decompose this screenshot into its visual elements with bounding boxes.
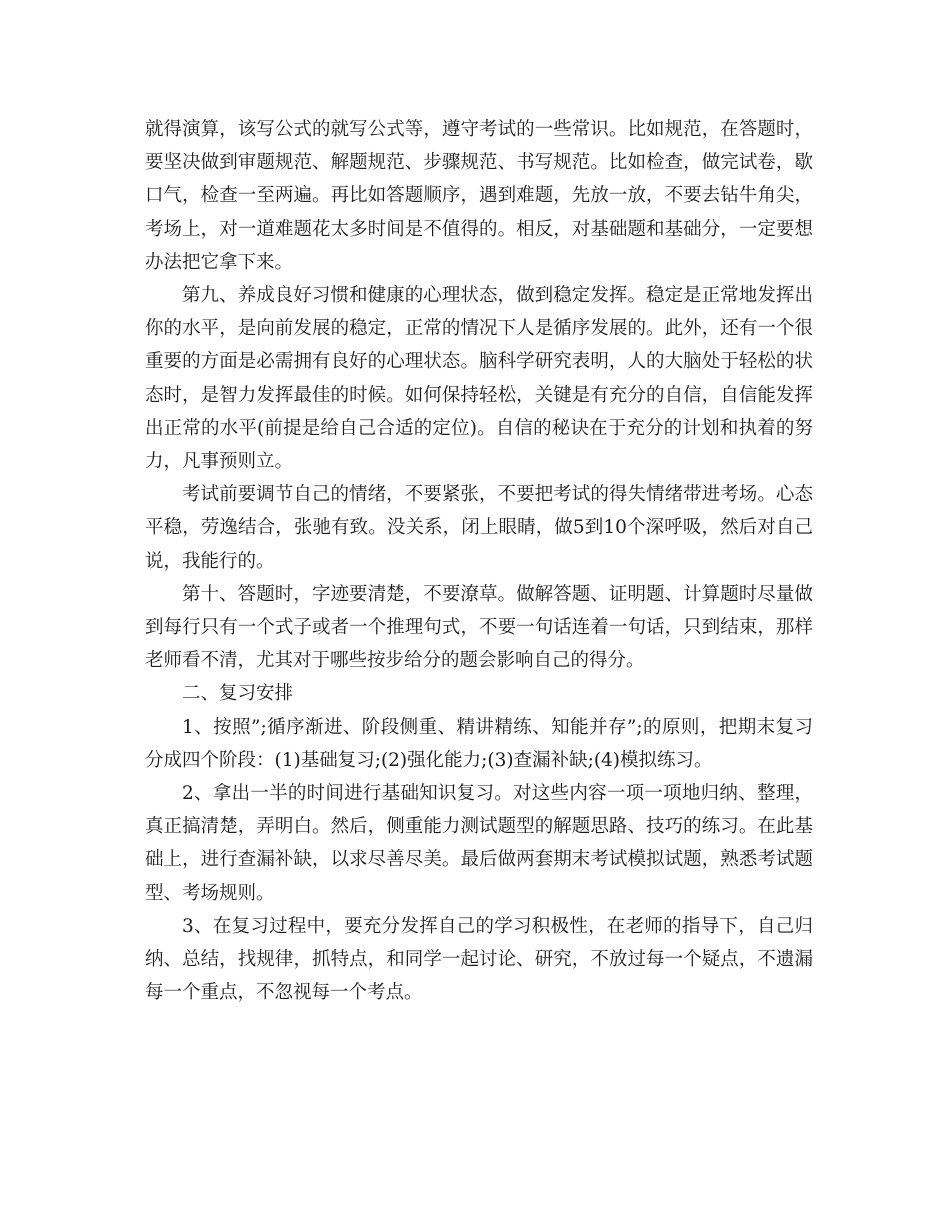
- paragraph-plan-item-2: 2、拿出一半的时间进行基础知识复习。对这些内容一项一项地归纳、整理，真正搞清楚，弄明白。然后，侧重能力测试题型的解题思路、技巧的练习。在此基础上，进行查漏补缺，以求尽善尽美。最后做两套期末考试模拟试题，熟悉考试题型、考场规则。: [145, 783, 813, 904]
- paragraph-emotion: 考试前要调节自己的情绪，不要紧张，不要把考试的得失情绪带进考场。心态平稳，劳逸结合，张驰有致。没关系，闭上眼睛，做5到10个深呼吸，然后对自己说，我能行的。: [145, 484, 813, 572]
- paragraph-plan-item-1: 1、按照”;循序渐进、阶段侧重、精讲精练、知能并存”;的原则，把期末复习分成四个阶段：(1)基础复习;(2)强化能力;(3)查漏补缺;(4)模拟练习。: [145, 716, 813, 771]
- paragraph-tenth-point: 第十、答题时，字迹要清楚，不要潦草。做解答题、证明题、计算题时尽量做到每行只有一个式子或者一个推理句式，不要一句话连着一句话，只到结束，那样老师看不清，尤其对于哪些按步给分的题会影响自己的得分。: [145, 583, 813, 672]
- document-page: [145, 113, 813, 1009]
- paragraph-exam-habits: 就得演算，该写公式的就写公式等，遵守考试的一些常识。比如规范，在答题时，要坚决做到审题规范、解题规范、步骤规范、书写规范。比如检查，做完试卷，歇口气，检查一至两遍。再比如答题顺序，遇到难题，先放一放，不要去钻牛角尖，考场上，对一道难题花太多时间是不值得的。相反，对基础题和基础分，一定要想办法把它拿下来。: [145, 119, 813, 273]
- paragraph-ninth-point: 第九、养成良好习惯和健康的心理状态，做到稳定发挥。稳定是正常地发挥出你的水平，是向前发展的稳定，正常的情况下人是循序发展的。此外，还有一个很重要的方面是必需拥有良好的心理状态。脑科学研究表明，人的大脑处于轻松的状态时，是智力发挥最佳的时候。如何保持轻松，关键是有充分的自信，自信能发挥出正常的水平(前提是给自己合适的定位)。自信的秘诀在于充分的计划和执着的努力，凡事预则立。: [145, 285, 813, 473]
- paragraph-plan-item-3: 3、在复习过程中，要充分发挥自己的学习积极性，在老师的指导下，自己归纳、总结，找规律，抓特点，和同学一起讨论、研究，不放过每一个疑点，不遗漏每一个重点，不忽视每一个考点。: [145, 915, 813, 1004]
- section-heading-review-plan: 二、复习安排: [182, 683, 294, 705]
